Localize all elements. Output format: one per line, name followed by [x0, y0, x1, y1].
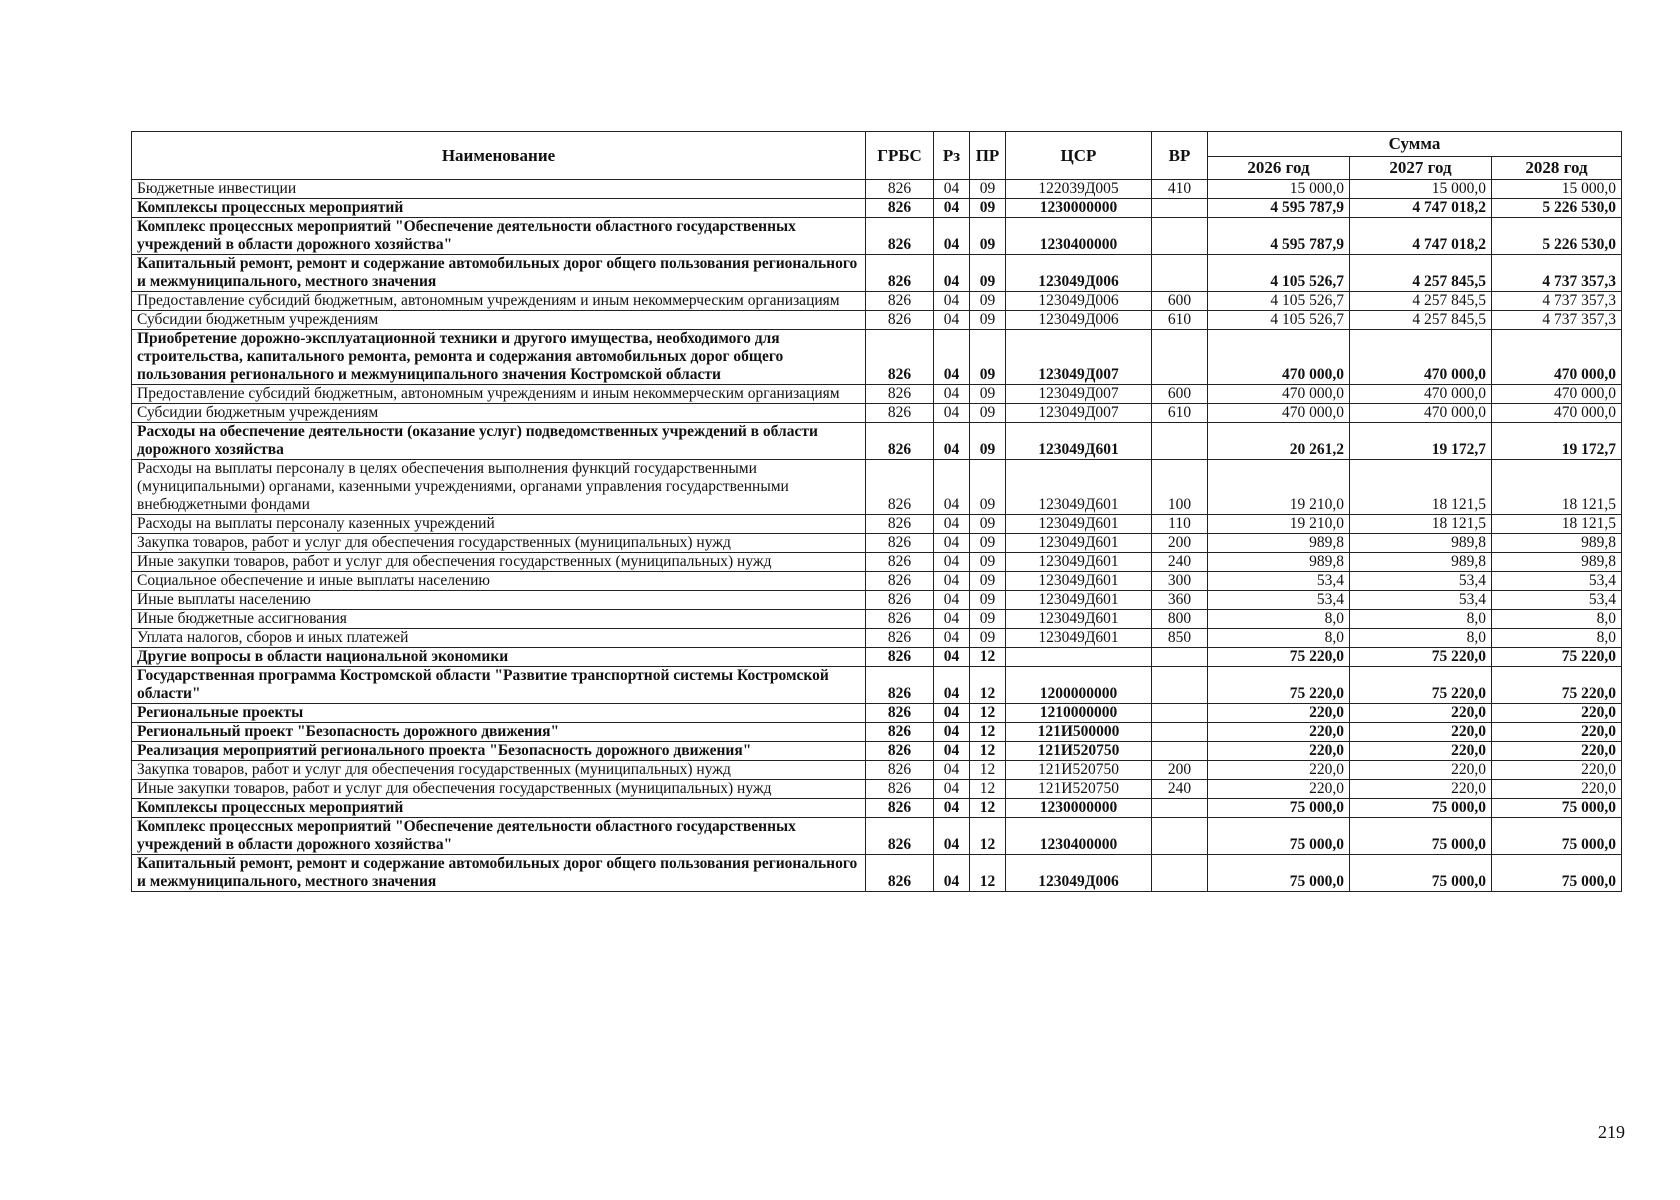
cell-name: Предоставление субсидий бюджетным, автономным учреждениям и иным некоммерческим организациям	[132, 385, 866, 404]
cell-pr: 09	[970, 255, 1006, 292]
cell-name: Комплексы процессных мероприятий	[132, 799, 866, 818]
table-row	[132, 423, 1622, 460]
cell-name: Реализация мероприятий регионального проекта "Безопасность дорожного движения"	[132, 742, 866, 761]
cell-pr: 09	[970, 404, 1006, 423]
cell-2028: 470 000,0	[1492, 330, 1622, 385]
cell-csr: 123049Д601	[1006, 629, 1152, 648]
cell-grbs: 826	[866, 667, 934, 704]
cell-2026: 75 000,0	[1208, 799, 1350, 818]
cell-vr: 110	[1152, 515, 1208, 534]
table-row	[132, 180, 1622, 199]
cell-pr: 09	[970, 330, 1006, 385]
cell-2026: 53,4	[1208, 572, 1350, 591]
table-row	[132, 385, 1622, 404]
header-csr: ЦСР	[1006, 132, 1152, 180]
table-row	[132, 780, 1622, 799]
table-row	[132, 330, 1622, 385]
header-vr: ВР	[1152, 132, 1208, 180]
cell-2026: 20 261,2	[1208, 423, 1350, 460]
cell-2026: 19 210,0	[1208, 515, 1350, 534]
cell-vr: 360	[1152, 591, 1208, 610]
cell-rz: 04	[934, 423, 970, 460]
cell-name: Иные бюджетные ассигнования	[132, 610, 866, 629]
cell-2027: 220,0	[1350, 704, 1492, 723]
table-row	[132, 591, 1622, 610]
cell-2026: 19 210,0	[1208, 460, 1350, 515]
cell-grbs: 826	[866, 704, 934, 723]
cell-pr: 12	[970, 799, 1006, 818]
cell-pr: 12	[970, 761, 1006, 780]
cell-name: Субсидии бюджетным учреждениям	[132, 404, 866, 423]
cell-csr: 123049Д006	[1006, 855, 1152, 892]
cell-2027: 75 000,0	[1350, 799, 1492, 818]
table-row	[132, 292, 1622, 311]
cell-2026: 220,0	[1208, 723, 1350, 742]
cell-2028: 220,0	[1492, 723, 1622, 742]
cell-rz: 04	[934, 742, 970, 761]
cell-2027: 4 747 018,2	[1350, 218, 1492, 255]
cell-2026: 15 000,0	[1208, 180, 1350, 199]
cell-grbs: 826	[866, 199, 934, 218]
cell-grbs: 826	[866, 534, 934, 553]
cell-rz: 04	[934, 761, 970, 780]
cell-grbs: 826	[866, 385, 934, 404]
cell-2028: 8,0	[1492, 610, 1622, 629]
cell-vr	[1152, 423, 1208, 460]
cell-2028: 470 000,0	[1492, 404, 1622, 423]
cell-rz: 04	[934, 723, 970, 742]
cell-pr: 09	[970, 385, 1006, 404]
cell-pr: 09	[970, 610, 1006, 629]
cell-2026: 470 000,0	[1208, 404, 1350, 423]
header-name: Наименование	[132, 132, 866, 180]
cell-vr	[1152, 199, 1208, 218]
cell-2028: 75 000,0	[1492, 799, 1622, 818]
cell-2027: 220,0	[1350, 742, 1492, 761]
cell-2028: 220,0	[1492, 742, 1622, 761]
cell-rz: 04	[934, 460, 970, 515]
cell-name: Расходы на выплаты персоналу казенных учреждений	[132, 515, 866, 534]
table-row	[132, 515, 1622, 534]
table-row	[132, 199, 1622, 218]
table-row	[132, 311, 1622, 330]
cell-name: Иные закупки товаров, работ и услуг для обеспечения государственных (муниципальных) нужд	[132, 780, 866, 799]
cell-csr: 123049Д601	[1006, 610, 1152, 629]
cell-pr: 12	[970, 742, 1006, 761]
cell-vr: 300	[1152, 572, 1208, 591]
cell-name: Комплекс процессных мероприятий "Обеспечение деятельности областного государственных учреждений в области дорожного хозяйства"	[132, 218, 866, 255]
cell-2027: 18 121,5	[1350, 515, 1492, 534]
cell-name: Расходы на обеспечение деятельности (оказание услуг) подведомственных учреждений в области дорожного хозяйства	[132, 423, 866, 460]
cell-2028: 18 121,5	[1492, 460, 1622, 515]
table-row	[132, 534, 1622, 553]
cell-pr: 09	[970, 218, 1006, 255]
cell-name: Уплата налогов, сборов и иных платежей	[132, 629, 866, 648]
cell-2027: 75 000,0	[1350, 818, 1492, 855]
cell-name: Региональные проекты	[132, 704, 866, 723]
cell-vr	[1152, 667, 1208, 704]
cell-2027: 75 220,0	[1350, 648, 1492, 667]
cell-2028: 4 737 357,3	[1492, 292, 1622, 311]
cell-2027: 989,8	[1350, 553, 1492, 572]
cell-2026: 4 105 526,7	[1208, 255, 1350, 292]
cell-2028: 8,0	[1492, 629, 1622, 648]
cell-grbs: 826	[866, 553, 934, 572]
cell-2028: 220,0	[1492, 761, 1622, 780]
cell-vr: 610	[1152, 404, 1208, 423]
cell-grbs: 826	[866, 330, 934, 385]
table-row	[132, 629, 1622, 648]
cell-csr: 123049Д006	[1006, 292, 1152, 311]
cell-rz: 04	[934, 855, 970, 892]
cell-2028: 989,8	[1492, 553, 1622, 572]
cell-vr	[1152, 648, 1208, 667]
cell-vr	[1152, 218, 1208, 255]
cell-2026: 470 000,0	[1208, 330, 1350, 385]
table-row	[132, 648, 1622, 667]
cell-2027: 75 220,0	[1350, 667, 1492, 704]
cell-rz: 04	[934, 610, 970, 629]
cell-name: Приобретение дорожно-эксплуатационной техники и другого имущества, необходимого для строительства, капитального ремонта, ремонта и содержания автомобильных дорог общего пользования регионального и межмуниципального значения Костромской области	[132, 330, 866, 385]
cell-csr: 123049Д007	[1006, 385, 1152, 404]
cell-name: Социальное обеспечение и иные выплаты населению	[132, 572, 866, 591]
header-year-2027: 2027 год	[1350, 157, 1492, 180]
cell-csr: 121И520750	[1006, 742, 1152, 761]
cell-name: Бюджетные инвестиции	[132, 180, 866, 199]
cell-pr: 09	[970, 311, 1006, 330]
cell-csr	[1006, 648, 1152, 667]
cell-grbs: 826	[866, 818, 934, 855]
cell-csr: 1210000000	[1006, 704, 1152, 723]
cell-csr: 122039Д005	[1006, 180, 1152, 199]
cell-2026: 53,4	[1208, 591, 1350, 610]
cell-rz: 04	[934, 818, 970, 855]
cell-vr: 610	[1152, 311, 1208, 330]
cell-name: Иные выплаты населению	[132, 591, 866, 610]
cell-grbs: 826	[866, 218, 934, 255]
cell-csr: 121И520750	[1006, 780, 1152, 799]
cell-name: Закупка товаров, работ и услуг для обеспечения государственных (муниципальных) нужд	[132, 534, 866, 553]
table-header	[132, 132, 1622, 180]
cell-name: Закупка товаров, работ и услуг для обеспечения государственных (муниципальных) нужд	[132, 761, 866, 780]
cell-2026: 75 220,0	[1208, 667, 1350, 704]
cell-2028: 75 000,0	[1492, 855, 1622, 892]
header-pr: ПР	[970, 132, 1006, 180]
cell-csr: 123049Д601	[1006, 553, 1152, 572]
cell-csr: 1230000000	[1006, 799, 1152, 818]
budget-table	[131, 131, 1622, 892]
cell-2026: 4 595 787,9	[1208, 218, 1350, 255]
cell-pr: 12	[970, 648, 1006, 667]
cell-grbs: 826	[866, 292, 934, 311]
cell-vr: 410	[1152, 180, 1208, 199]
cell-pr: 09	[970, 534, 1006, 553]
cell-grbs: 826	[866, 799, 934, 818]
cell-2028: 989,8	[1492, 534, 1622, 553]
header-year-2028: 2028 год	[1492, 157, 1622, 180]
cell-2026: 75 220,0	[1208, 648, 1350, 667]
header-rz: Рз	[934, 132, 970, 180]
cell-2028: 220,0	[1492, 704, 1622, 723]
cell-csr: 123049Д006	[1006, 255, 1152, 292]
cell-pr: 12	[970, 818, 1006, 855]
cell-grbs: 826	[866, 423, 934, 460]
cell-grbs: 826	[866, 404, 934, 423]
cell-pr: 09	[970, 515, 1006, 534]
cell-rz: 04	[934, 553, 970, 572]
cell-2028: 75 220,0	[1492, 648, 1622, 667]
cell-csr: 1200000000	[1006, 667, 1152, 704]
table-row	[132, 553, 1622, 572]
cell-pr: 12	[970, 855, 1006, 892]
cell-csr: 123049Д007	[1006, 330, 1152, 385]
table-row	[132, 818, 1622, 855]
cell-2026: 4 105 526,7	[1208, 292, 1350, 311]
table-row	[132, 742, 1622, 761]
table-row	[132, 610, 1622, 629]
cell-2028: 18 121,5	[1492, 515, 1622, 534]
cell-2026: 989,8	[1208, 553, 1350, 572]
cell-csr: 121И520750	[1006, 761, 1152, 780]
cell-rz: 04	[934, 180, 970, 199]
cell-2027: 220,0	[1350, 761, 1492, 780]
cell-grbs: 826	[866, 255, 934, 292]
cell-rz: 04	[934, 572, 970, 591]
cell-2028: 470 000,0	[1492, 385, 1622, 404]
table-row	[132, 761, 1622, 780]
cell-vr	[1152, 255, 1208, 292]
cell-rz: 04	[934, 330, 970, 385]
cell-rz: 04	[934, 704, 970, 723]
cell-2028: 75 220,0	[1492, 667, 1622, 704]
cell-name: Комплексы процессных мероприятий	[132, 199, 866, 218]
cell-pr: 09	[970, 199, 1006, 218]
table-row	[132, 460, 1622, 515]
cell-grbs: 826	[866, 855, 934, 892]
cell-vr	[1152, 723, 1208, 742]
cell-csr: 123049Д601	[1006, 423, 1152, 460]
cell-vr	[1152, 799, 1208, 818]
cell-name: Комплекс процессных мероприятий "Обеспечение деятельности областного государственных учреждений в области дорожного хозяйства"	[132, 818, 866, 855]
cell-csr: 123049Д601	[1006, 572, 1152, 591]
header-sum: Сумма	[1208, 132, 1622, 157]
cell-2026: 220,0	[1208, 780, 1350, 799]
table-row	[132, 572, 1622, 591]
cell-pr: 09	[970, 292, 1006, 311]
cell-2027: 18 121,5	[1350, 460, 1492, 515]
cell-2027: 8,0	[1350, 629, 1492, 648]
header-year-2026: 2026 год	[1208, 157, 1350, 180]
table-row	[132, 218, 1622, 255]
cell-2026: 8,0	[1208, 629, 1350, 648]
cell-rz: 04	[934, 799, 970, 818]
cell-rz: 04	[934, 591, 970, 610]
cell-2027: 75 000,0	[1350, 855, 1492, 892]
header-grbs: ГРБС	[866, 132, 934, 180]
cell-2027: 4 257 845,5	[1350, 311, 1492, 330]
cell-rz: 04	[934, 218, 970, 255]
cell-grbs: 826	[866, 591, 934, 610]
cell-2026: 4 105 526,7	[1208, 311, 1350, 330]
cell-pr: 09	[970, 591, 1006, 610]
cell-rz: 04	[934, 255, 970, 292]
cell-pr: 09	[970, 629, 1006, 648]
cell-csr: 121И500000	[1006, 723, 1152, 742]
cell-2028: 4 737 357,3	[1492, 311, 1622, 330]
cell-rz: 04	[934, 292, 970, 311]
table-row	[132, 255, 1622, 292]
cell-2028: 75 000,0	[1492, 818, 1622, 855]
cell-rz: 04	[934, 667, 970, 704]
cell-2028: 19 172,7	[1492, 423, 1622, 460]
cell-name: Капитальный ремонт, ремонт и содержание автомобильных дорог общего пользования регионального и межмуниципального, местного значения	[132, 855, 866, 892]
cell-2028: 5 226 530,0	[1492, 218, 1622, 255]
cell-2026: 75 000,0	[1208, 855, 1350, 892]
cell-2027: 989,8	[1350, 534, 1492, 553]
cell-name: Капитальный ремонт, ремонт и содержание автомобильных дорог общего пользования регионального и межмуниципального, местного значения	[132, 255, 866, 292]
cell-2026: 220,0	[1208, 742, 1350, 761]
page-number: 219	[1598, 1122, 1625, 1142]
cell-csr: 123049Д601	[1006, 460, 1152, 515]
cell-2026: 220,0	[1208, 761, 1350, 780]
cell-csr: 123049Д007	[1006, 404, 1152, 423]
cell-vr	[1152, 704, 1208, 723]
table-row	[132, 667, 1622, 704]
cell-grbs: 826	[866, 648, 934, 667]
cell-2028: 220,0	[1492, 780, 1622, 799]
cell-2026: 470 000,0	[1208, 385, 1350, 404]
cell-rz: 04	[934, 629, 970, 648]
cell-2028: 53,4	[1492, 572, 1622, 591]
cell-2027: 53,4	[1350, 572, 1492, 591]
cell-name: Субсидии бюджетным учреждениям	[132, 311, 866, 330]
cell-rz: 04	[934, 648, 970, 667]
cell-2026: 75 000,0	[1208, 818, 1350, 855]
table-row	[132, 704, 1622, 723]
cell-vr	[1152, 818, 1208, 855]
cell-pr: 09	[970, 460, 1006, 515]
table-body	[132, 180, 1622, 892]
cell-2026: 4 595 787,9	[1208, 199, 1350, 218]
cell-2028: 4 737 357,3	[1492, 255, 1622, 292]
cell-name: Расходы на выплаты персоналу в целях обеспечения выполнения функций государственными (муниципальными) органами, казенными учреждениями, органами управления государственными внебюджетными фондами	[132, 460, 866, 515]
cell-rz: 04	[934, 515, 970, 534]
cell-2027: 470 000,0	[1350, 385, 1492, 404]
cell-2026: 8,0	[1208, 610, 1350, 629]
cell-pr: 09	[970, 180, 1006, 199]
cell-csr: 123049Д601	[1006, 591, 1152, 610]
cell-grbs: 826	[866, 572, 934, 591]
cell-vr	[1152, 855, 1208, 892]
cell-2027: 53,4	[1350, 591, 1492, 610]
cell-vr: 240	[1152, 553, 1208, 572]
table-row	[132, 855, 1622, 892]
cell-grbs: 826	[866, 629, 934, 648]
cell-2026: 989,8	[1208, 534, 1350, 553]
cell-name: Государственная программа Костромской области "Развитие транспортной системы Костромской области"	[132, 667, 866, 704]
cell-pr: 09	[970, 572, 1006, 591]
cell-csr: 1230400000	[1006, 818, 1152, 855]
cell-2028: 5 226 530,0	[1492, 199, 1622, 218]
cell-vr: 600	[1152, 385, 1208, 404]
cell-2027: 470 000,0	[1350, 330, 1492, 385]
cell-grbs: 826	[866, 761, 934, 780]
cell-vr: 850	[1152, 629, 1208, 648]
table-row	[132, 404, 1622, 423]
cell-rz: 04	[934, 404, 970, 423]
cell-grbs: 826	[866, 515, 934, 534]
cell-vr	[1152, 330, 1208, 385]
cell-pr: 12	[970, 667, 1006, 704]
cell-vr	[1152, 742, 1208, 761]
cell-2027: 4 747 018,2	[1350, 199, 1492, 218]
cell-2027: 470 000,0	[1350, 404, 1492, 423]
cell-2028: 15 000,0	[1492, 180, 1622, 199]
cell-rz: 04	[934, 385, 970, 404]
table-row	[132, 799, 1622, 818]
cell-grbs: 826	[866, 311, 934, 330]
cell-name: Региональный проект "Безопасность дорожного движения"	[132, 723, 866, 742]
cell-csr: 1230000000	[1006, 199, 1152, 218]
cell-rz: 04	[934, 780, 970, 799]
cell-rz: 04	[934, 534, 970, 553]
cell-2028: 53,4	[1492, 591, 1622, 610]
cell-grbs: 826	[866, 180, 934, 199]
cell-vr: 600	[1152, 292, 1208, 311]
cell-pr: 12	[970, 704, 1006, 723]
cell-2026: 220,0	[1208, 704, 1350, 723]
cell-vr: 200	[1152, 761, 1208, 780]
cell-pr: 09	[970, 553, 1006, 572]
cell-2027: 19 172,7	[1350, 423, 1492, 460]
cell-rz: 04	[934, 311, 970, 330]
cell-grbs: 826	[866, 742, 934, 761]
cell-pr: 12	[970, 723, 1006, 742]
cell-pr: 09	[970, 423, 1006, 460]
cell-csr: 1230400000	[1006, 218, 1152, 255]
cell-vr: 100	[1152, 460, 1208, 515]
cell-rz: 04	[934, 199, 970, 218]
cell-name: Предоставление субсидий бюджетным, автономным учреждениям и иным некоммерческим организациям	[132, 292, 866, 311]
cell-grbs: 826	[866, 780, 934, 799]
cell-2027: 4 257 845,5	[1350, 292, 1492, 311]
cell-name: Иные закупки товаров, работ и услуг для обеспечения государственных (муниципальных) нужд	[132, 553, 866, 572]
cell-2027: 8,0	[1350, 610, 1492, 629]
cell-csr: 123049Д601	[1006, 534, 1152, 553]
cell-grbs: 826	[866, 460, 934, 515]
table-row	[132, 723, 1622, 742]
cell-name: Другие вопросы в области национальной экономики	[132, 648, 866, 667]
cell-2027: 220,0	[1350, 723, 1492, 742]
cell-vr: 240	[1152, 780, 1208, 799]
cell-grbs: 826	[866, 610, 934, 629]
cell-grbs: 826	[866, 723, 934, 742]
cell-pr: 12	[970, 780, 1006, 799]
cell-2027: 220,0	[1350, 780, 1492, 799]
cell-vr: 800	[1152, 610, 1208, 629]
cell-2027: 4 257 845,5	[1350, 255, 1492, 292]
cell-csr: 123049Д601	[1006, 515, 1152, 534]
cell-csr: 123049Д006	[1006, 311, 1152, 330]
cell-2027: 15 000,0	[1350, 180, 1492, 199]
cell-vr: 200	[1152, 534, 1208, 553]
